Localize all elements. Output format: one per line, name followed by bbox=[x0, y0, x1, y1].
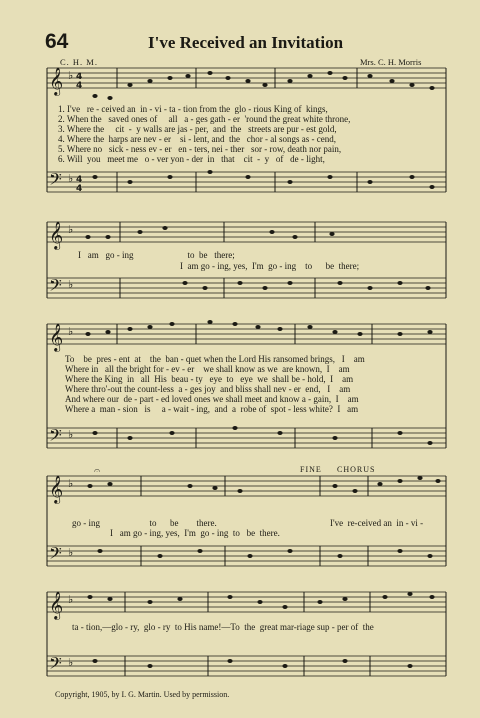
svg-text:♭: ♭ bbox=[68, 69, 74, 82]
svg-text:♭: ♭ bbox=[68, 477, 74, 490]
system-1-bass-staff bbox=[47, 172, 446, 192]
stanza-4-line-1: 4. Where the harps are nev - er si - lent, and the chor - al songs as - cend, bbox=[58, 134, 336, 144]
svg-text:𝄞: 𝄞 bbox=[49, 67, 64, 95]
svg-text:♭: ♭ bbox=[68, 656, 74, 669]
svg-text:𝄞: 𝄞 bbox=[49, 323, 64, 351]
stanza-1-line-1: 1. I've re - ceived an in - vi - ta - tion from the glo - rious King of kings, bbox=[58, 104, 328, 114]
svg-text:𝄢: 𝄢 bbox=[49, 425, 62, 449]
stanza-1-line-2: To be pres - ent at the ban - quet when the Lord His ransomed brings, I am bbox=[65, 354, 365, 364]
refrain-1-alto: I am go - ing to be there; bbox=[78, 250, 235, 260]
hymn-title: I've Received an Invitation bbox=[148, 33, 344, 52]
svg-text:4: 4 bbox=[76, 184, 83, 194]
system-3-bass-staff bbox=[47, 428, 446, 448]
svg-text:♭: ♭ bbox=[68, 593, 74, 606]
stanza-5-line-1: 5. Where no sick - ness ev - er en - ters, nei - ther sor - row, death nor pain, bbox=[58, 144, 342, 154]
stanza-6-line-2: Where a man - sion is a - wait - ing, and a robe of spot - less white? I am bbox=[65, 404, 359, 414]
stanza-2-line-2: Where in all the bright for - ev - er we shall know as we are known, I am bbox=[65, 364, 350, 374]
system-5-treble-staff bbox=[47, 592, 446, 612]
refrain-1-bass: I am go - ing, yes, I'm go - ing to be there; bbox=[180, 261, 360, 271]
composer-initials: C. H. M. bbox=[60, 57, 98, 67]
refrain-2-bass: I am go - ing, yes, I'm go - ing to be there. bbox=[110, 528, 280, 538]
system-4-treble-staff bbox=[47, 476, 446, 496]
svg-text:♭: ♭ bbox=[68, 223, 74, 236]
chorus-text-line: ta - tion,—glo - ry, glo - ry to His name!—To the great mar-riage sup - per of the bbox=[72, 622, 374, 632]
svg-text:♭: ♭ bbox=[68, 278, 74, 291]
svg-text:♭: ♭ bbox=[68, 546, 74, 559]
fine-label: FINE bbox=[300, 465, 322, 474]
system-5-bass-staff bbox=[47, 656, 446, 676]
svg-text:♭: ♭ bbox=[68, 428, 74, 441]
stanza-4-line-2: Where thro'-out the count-less a - ges joy and bliss shall nev - er end, I am bbox=[65, 384, 351, 394]
svg-text:♭: ♭ bbox=[68, 325, 74, 338]
svg-text:𝄐: 𝄐 bbox=[94, 464, 101, 477]
svg-text:𝄢: 𝄢 bbox=[49, 653, 62, 677]
svg-text:4: 4 bbox=[76, 81, 83, 91]
svg-text:𝄢: 𝄢 bbox=[49, 169, 62, 193]
stanza-2-line-1: 2. When the saved ones of all a - ges gath - er 'round the great white throne, bbox=[58, 114, 351, 124]
chorus-start-text: I've re-ceived an in - vi - bbox=[330, 518, 424, 528]
svg-text:𝄢: 𝄢 bbox=[49, 543, 62, 567]
svg-text:𝄞: 𝄞 bbox=[49, 591, 64, 619]
copyright-notice: Copyright, 1905, by I. G. Martin. Used by permission. bbox=[55, 690, 230, 699]
hymn-number: 64 bbox=[45, 30, 69, 53]
system-2-bass-staff bbox=[47, 278, 446, 298]
stanza-6-line-1: 6. Will you meet me o - ver yon - der in that cit - y of de - light, bbox=[58, 154, 325, 164]
stanza-3-line-1: 3. Where the cit - y walls are jas - per, and the streets are pur - est gold, bbox=[58, 124, 337, 134]
system-1-treble-staff bbox=[47, 68, 446, 88]
svg-text:𝄢: 𝄢 bbox=[49, 275, 62, 299]
system-4-bass-staff bbox=[47, 546, 446, 566]
system-2-treble-staff bbox=[47, 222, 446, 242]
system-3-treble-staff bbox=[47, 324, 446, 344]
svg-text:𝄞: 𝄞 bbox=[49, 475, 64, 503]
stanza-5-line-2: And where our de - part - ed loved ones we shall meet and know a - gain, I am bbox=[65, 394, 359, 404]
author-credit: Mrs. C. H. Morris bbox=[360, 57, 422, 67]
chorus-label: CHORUS bbox=[337, 465, 376, 474]
svg-text:4: 4 bbox=[76, 72, 83, 82]
svg-text:♭: ♭ bbox=[68, 172, 74, 185]
stanza-3-line-2: Where the King in all His beau - ty eye to eye we shall be - hold, I am bbox=[65, 374, 354, 384]
svg-text:4: 4 bbox=[76, 175, 83, 185]
refrain-2-alto: go - ing to be there. bbox=[72, 518, 217, 528]
svg-text:𝄞: 𝄞 bbox=[49, 221, 64, 249]
